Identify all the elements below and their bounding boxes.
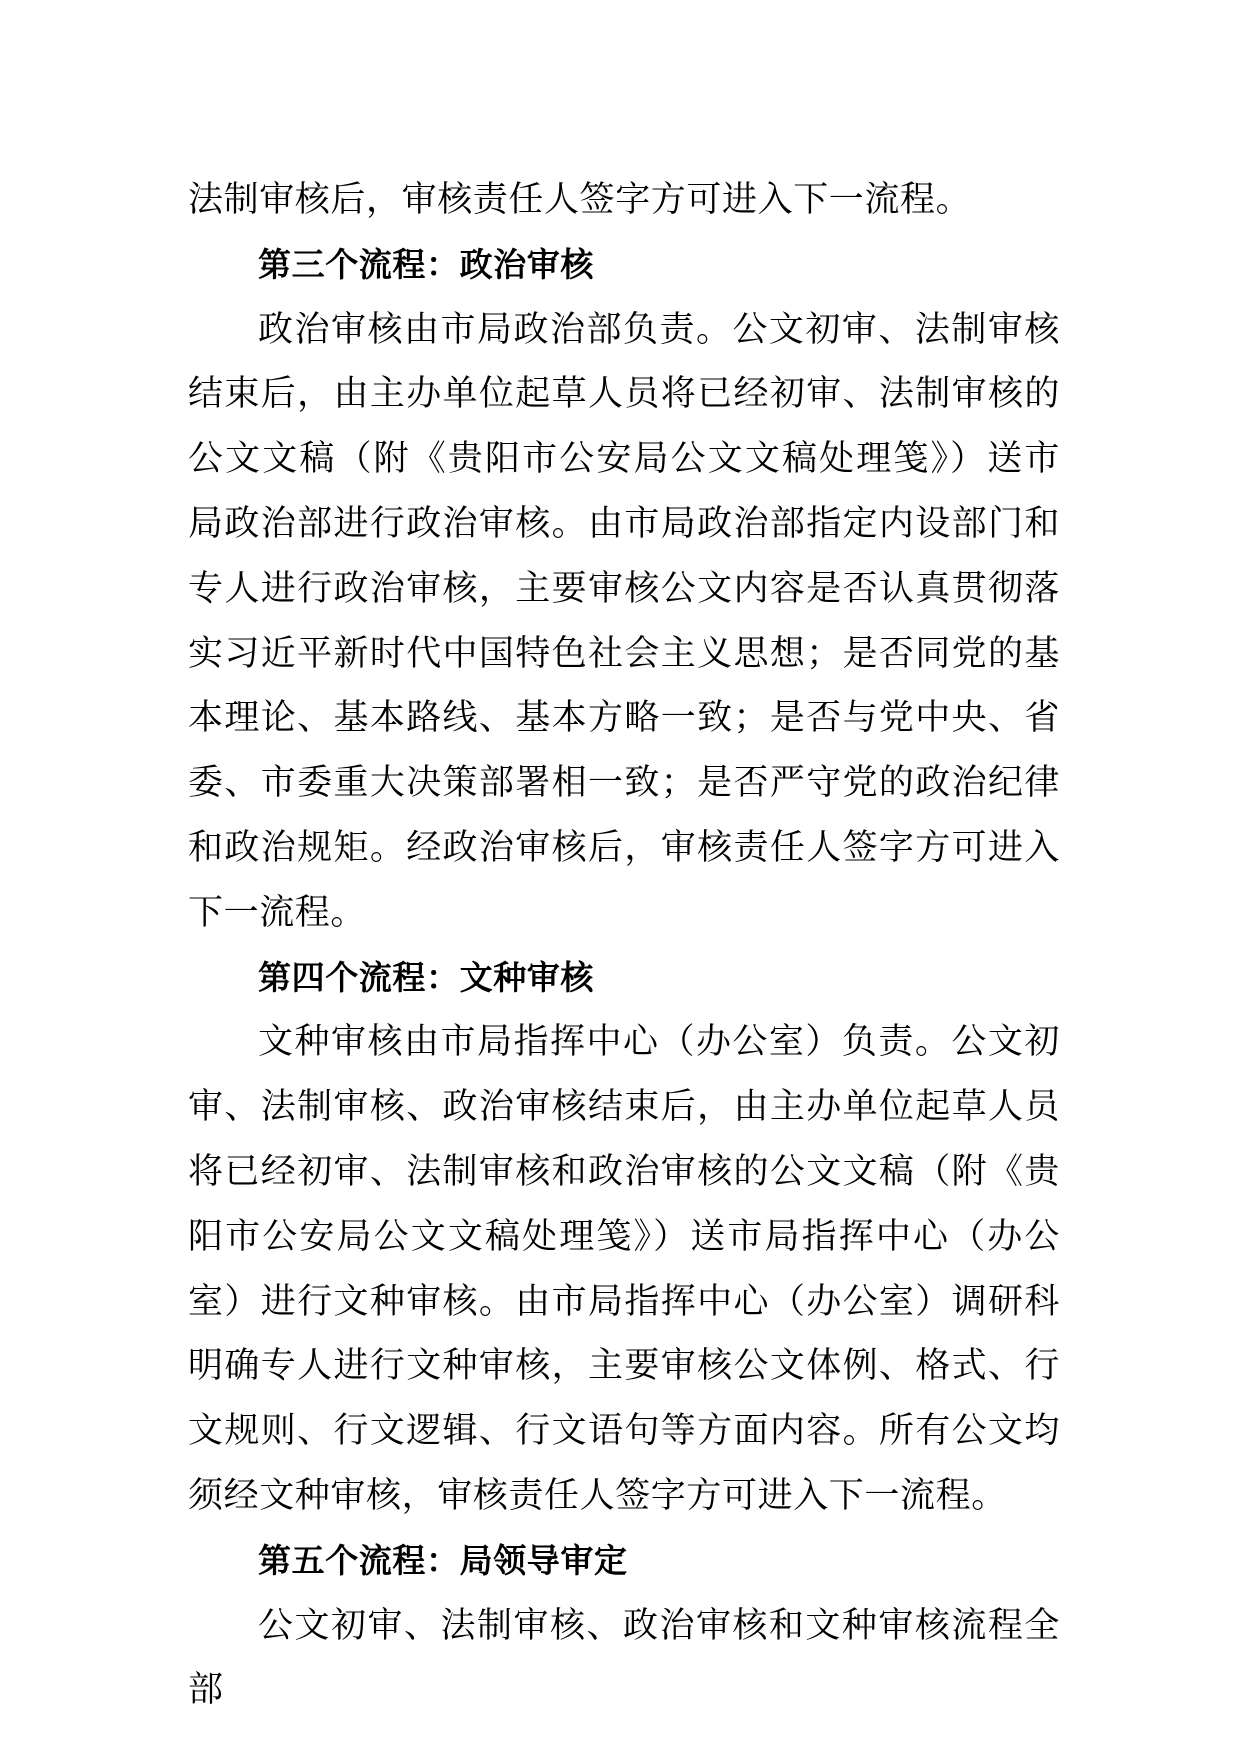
paragraph-document-type-review: 文种审核由市局指挥中心（办公室）负责。公文初审、法制审核、政治审核结束后，由主办单位起草人员将已经初审、法制审核和政治审核的公文文稿（附《贵阳市公安局公文文稿处理笺》）送市局指挥中心（办公室）进行文种审核。由市局指挥中心（办公室）调研科明确专人进行文种审核，主要审核公文体例、格式、行文规则、行文逻辑、行文语句等方面内容。所有公文均须经文种审核，审核责任人签字方可进入下一流程。	[188, 1022, 1060, 1516]
paragraph-political-review: 政治审核由市局政治部负责。公文初审、法制审核结束后，由主办单位起草人员将已经初审、法制审核的公文文稿（附《贵阳市公安局公文文稿处理笺》）送市局政治部进行政治审核。由市局政治部指定内设部门和专人进行政治审核，主要审核公文内容是否认真贯彻落实习近平新时代中国特色社会主义思想；是否同党的基本理论、基本路线、基本方略一致；是否与党中央、省委、市委重大决策部署相一致；是否严守党的政治纪律和政治规矩。经政治审核后，审核责任人签字方可进入下一流程。	[188, 309, 1060, 933]
paragraph-continuation: 法制审核后，审核责任人签字方可进入下一流程。	[188, 180, 972, 220]
paragraph-leader-approval: 公文初审、法制审核、政治审核和文种审核流程全部	[188, 1605, 1060, 1711]
document-body	[188, 168, 1060, 1723]
section-heading-leader-approval: 第五个流程：局领导审定	[258, 1540, 628, 1580]
section-heading-political-review: 第三个流程：政治审核	[258, 244, 594, 284]
section-heading-document-type-review: 第四个流程：文种审核	[258, 957, 594, 997]
